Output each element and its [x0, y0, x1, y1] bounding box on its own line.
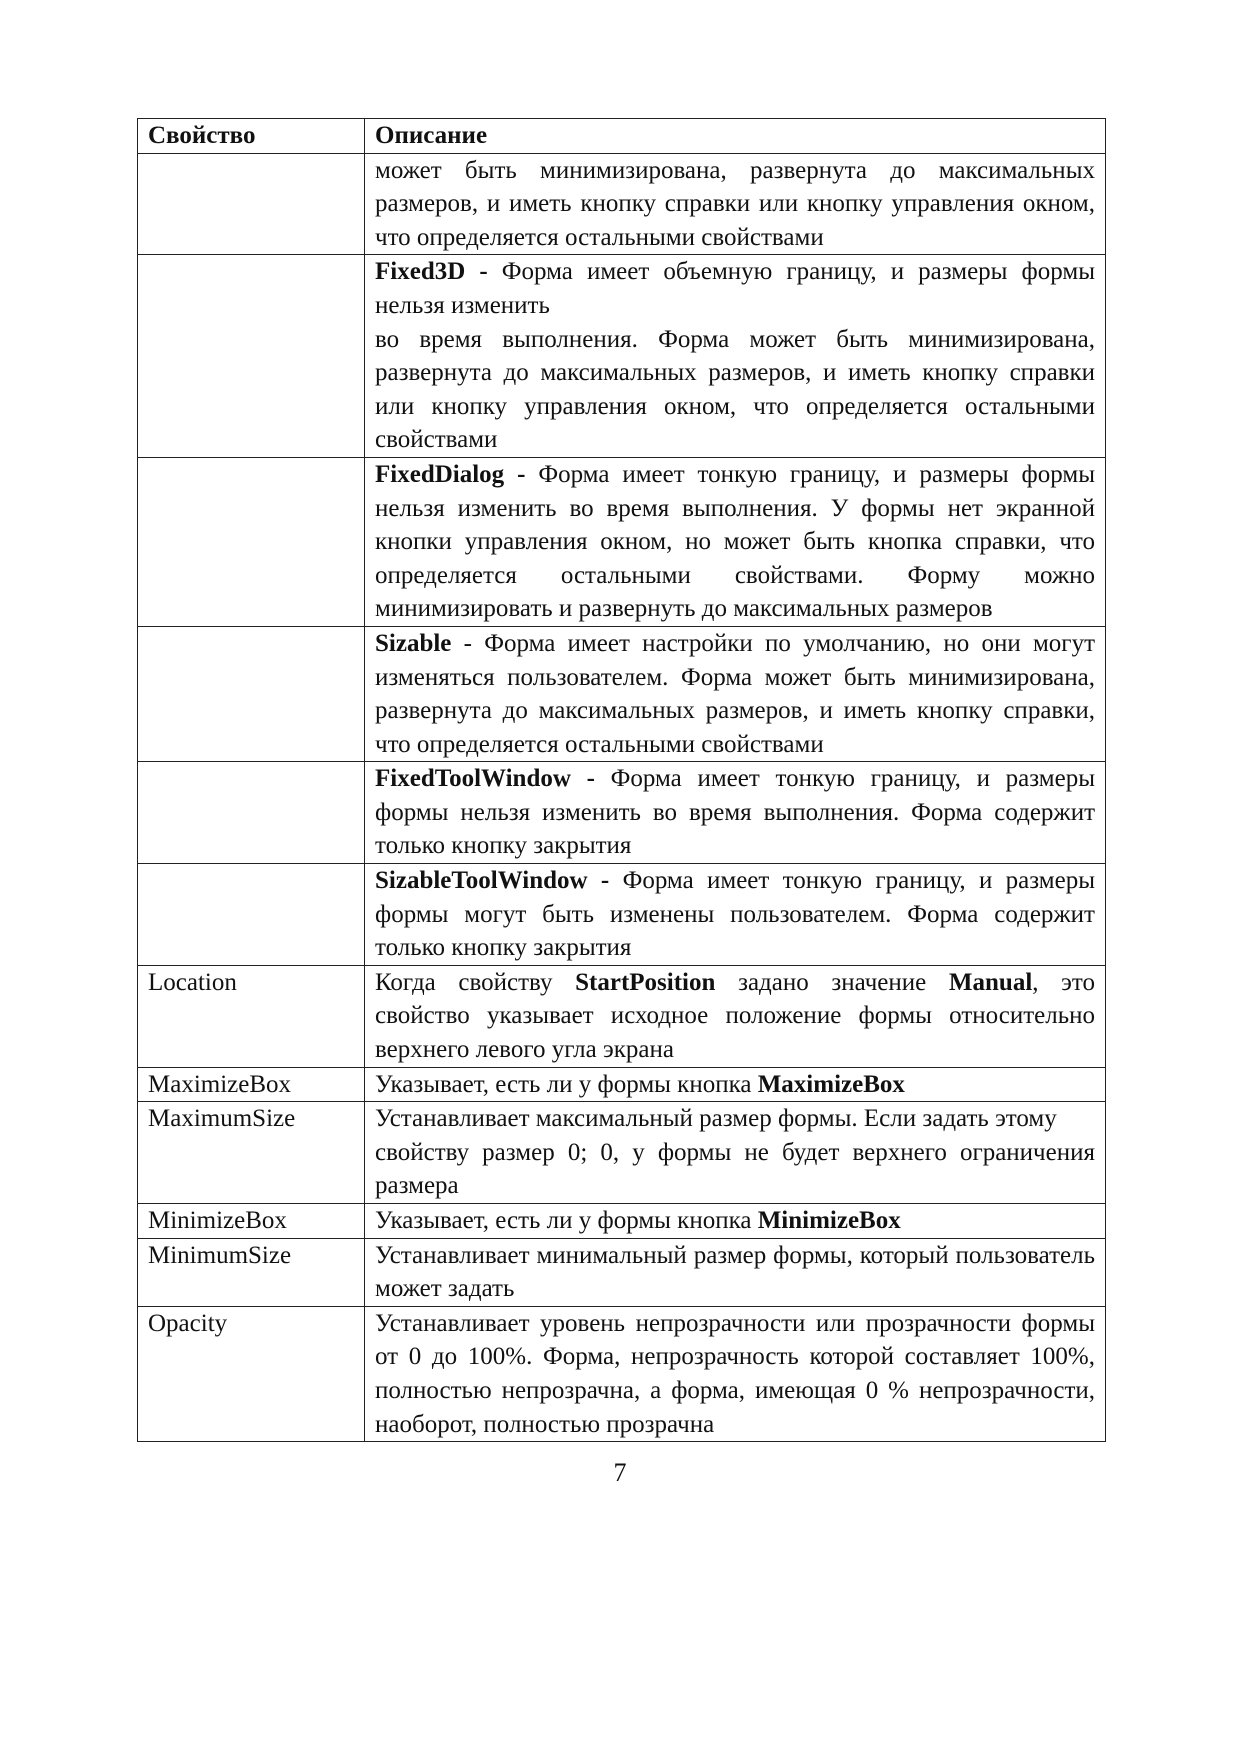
description-text: Форма имеет настройки по умолчанию, но они могут изменяться пользователем. Форма может быть минимизирована, развернута до максимальных размеров, и иметь кнопку справки, что определяется остальными свойствами [375, 629, 1095, 758]
description-text: , это свойство указывает исходное положение формы относительно верхнего левого угла экрана [375, 968, 1096, 1064]
term-fixeddialog: FixedDialog [375, 460, 505, 488]
description-cell: Устанавливает уровень непрозрачности или прозрачности формы от 0 до 100%. Форма, непрозрачность которой составляет 100%, полностью непрозрачна, а форма, имеющая 0 % непрозрачности, наоборот, полностью прозрачна [365, 1306, 1106, 1441]
keyword-startposition: StartPosition [575, 968, 716, 996]
property-cell-empty [138, 762, 365, 864]
term-sizable: Sizable [375, 629, 452, 657]
property-name: MaximumSize [138, 1102, 365, 1204]
description-cell [365, 965, 1106, 1067]
description-text: Устанавливает максимальный размер формы. Если задать этому [375, 1105, 1057, 1133]
table-row [138, 255, 1106, 458]
description-cell [365, 864, 1106, 966]
description-cell: Устанавливает минимальный размер формы, который пользователь может задать [365, 1238, 1106, 1306]
keyword-minimizebox: MinimizeBox [757, 1207, 901, 1234]
header-description: Описание [365, 119, 1106, 154]
table-row-location [138, 965, 1106, 1067]
property-cell-empty [138, 457, 365, 626]
header-property: Свойство [138, 119, 365, 154]
property-name: Location [138, 965, 365, 1067]
table-row-maximizebox [138, 1067, 1106, 1102]
description-text: Форма имеет тонкую границу, и размеры формы могут быть изменены пользователем. Форма содержит только кнопку закрытия [375, 867, 1096, 962]
property-name: Opacity [138, 1306, 365, 1441]
properties-table [137, 118, 1106, 1442]
description-cell [365, 1204, 1106, 1239]
property-cell-empty [138, 864, 365, 966]
term-separator: - [451, 629, 485, 657]
description-cell [365, 1067, 1106, 1102]
description-text: Форма имеет тонкую границу, и размеры формы нельзя изменить во время выполнения. У формы нет экранной кнопки управления окном, но может быть кнопка справки, что определяется остальными свойствами. Форму можно минимизировать и развернуть до максимальных размеров [375, 460, 1095, 623]
term-sizabletoolwindow: SizableToolWindow [375, 867, 588, 895]
description-text: Форма имеет объемную границу, и размеры формы нельзя изменить [375, 258, 1095, 319]
property-name: MaximizeBox [138, 1067, 365, 1102]
term-separator: - [465, 258, 502, 286]
keyword-manual: Manual [948, 968, 1033, 996]
table-row [138, 626, 1106, 761]
property-name: MinimumSize [138, 1238, 365, 1306]
keyword-maximizebox: MaximizeBox [757, 1070, 905, 1098]
description-text: во время выполнения. Форма может быть минимизирована, развернута до максимальных размеров, и иметь кнопку справки или кнопку управления окном, что определяется остальными свойствами [375, 325, 1095, 454]
table-row [138, 864, 1106, 966]
description-cell [365, 626, 1106, 761]
description-text: свойству размер 0; 0, у формы не будет верхнего ограничения размера [375, 1138, 1095, 1200]
description-text: Форма имеет тонкую границу, и размеры формы нельзя изменить во время выполнения. Форма содержит только кнопку закрытия [375, 765, 1096, 860]
table-row-minimizebox [138, 1204, 1106, 1239]
page-number: 7 [613, 1458, 627, 1487]
property-cell-empty [138, 153, 365, 255]
description-text: задано значение [715, 968, 949, 996]
table-row-maximumsize [138, 1102, 1106, 1204]
property-cell-empty [138, 626, 365, 761]
table-row-opacity [138, 1306, 1106, 1441]
table-row [138, 457, 1106, 626]
header-row [138, 119, 1106, 154]
term-fixed3d: Fixed3D [375, 258, 466, 286]
description-text: Указывает, есть ли у формы кнопка [375, 1070, 758, 1098]
property-cell-empty [138, 255, 365, 458]
description-text: Указывает, есть ли у формы кнопка [375, 1207, 758, 1234]
term-separator: - [587, 867, 623, 895]
description-cell [365, 762, 1106, 864]
table-row [138, 153, 1106, 255]
description-text: Когда свойству [375, 968, 576, 996]
description-text: может быть минимизирована, развернута до максимальных размеров, и иметь кнопку справки или кнопку управления окном, что определяется остальными свойствами [375, 156, 1095, 251]
description-cell [365, 457, 1106, 626]
table-row [138, 762, 1106, 864]
property-name: MinimizeBox [138, 1204, 365, 1239]
description-cell [365, 1102, 1106, 1204]
description-cell [365, 153, 1106, 255]
table-row-minimumsize [138, 1238, 1106, 1306]
description-cell [365, 255, 1106, 458]
term-fixedtoolwindow: FixedToolWindow [375, 765, 571, 793]
term-separator: - [570, 765, 611, 793]
term-separator: - [504, 460, 539, 488]
